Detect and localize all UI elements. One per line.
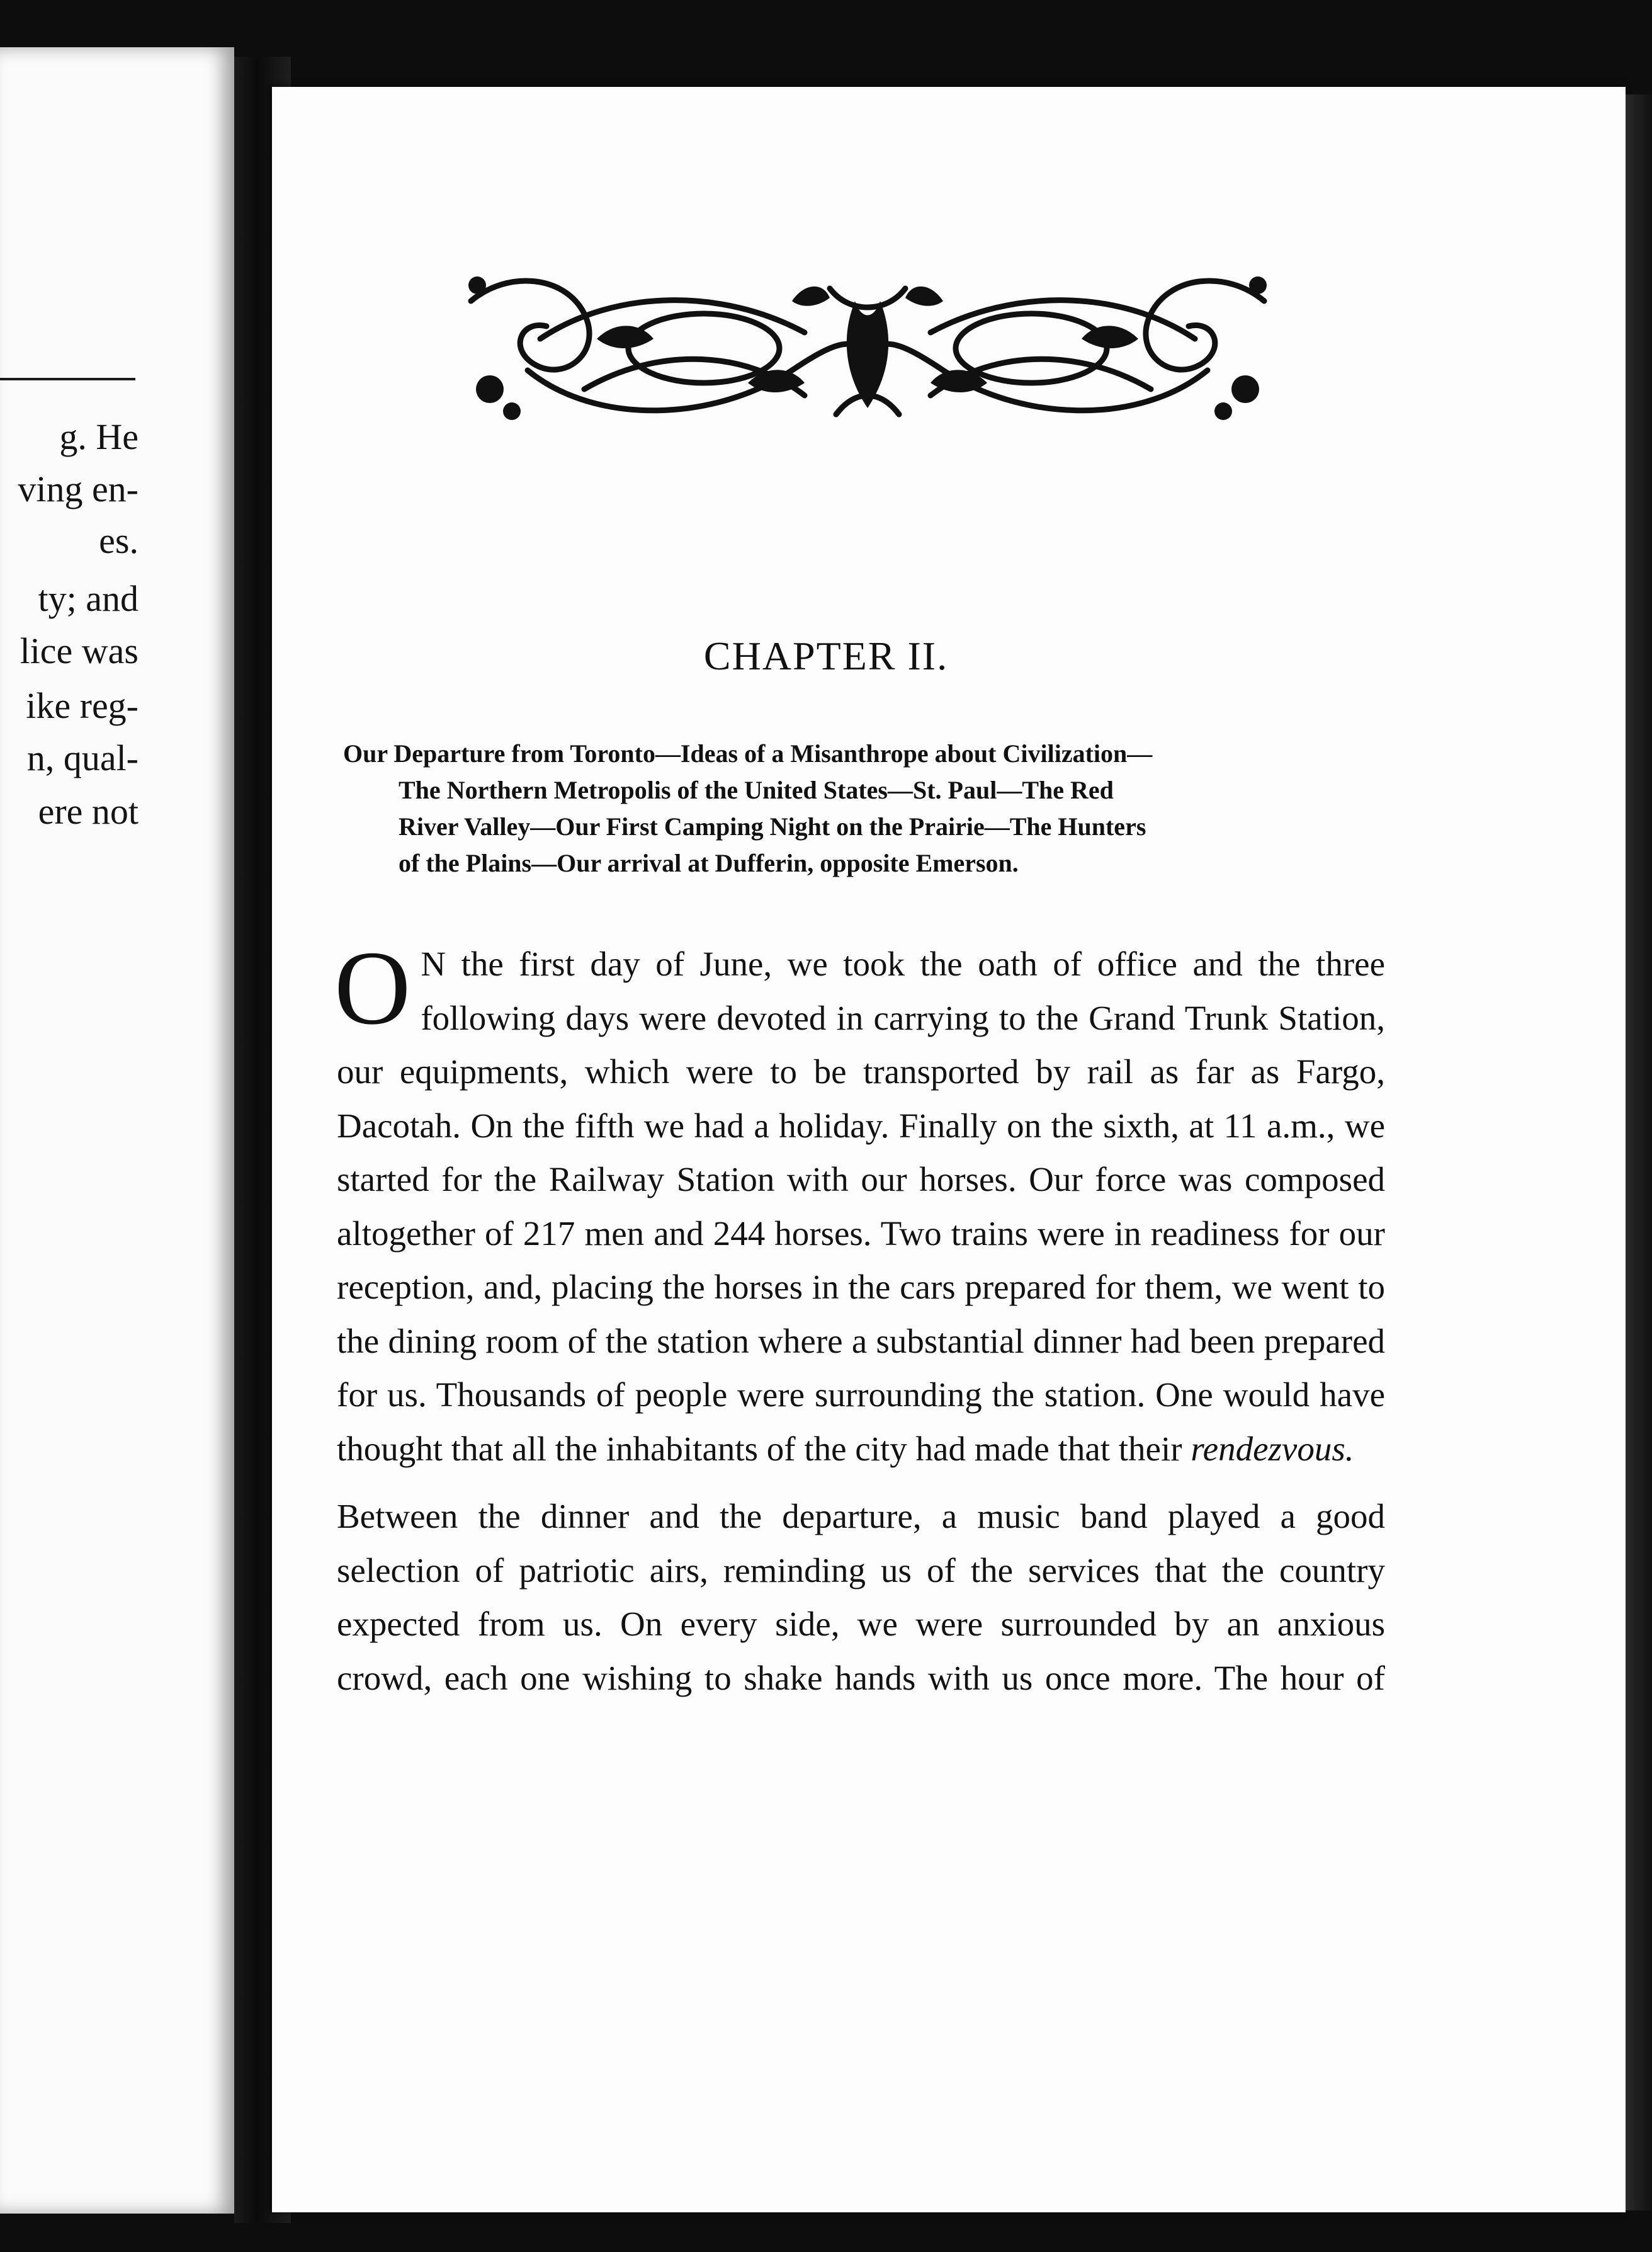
synopsis-line: of the Plains—Our arrival at Dufferin, opposite Emerson. [399,849,1019,877]
synopsis-line: River Valley—Our First Camping Night on the Prairie—The Hunters [399,812,1146,841]
page-edge [1626,94,1652,2210]
drop-cap: O [334,930,411,1047]
paragraph-text: Between the dinner and the departure, a music band played a good selection of patriotic airs, reminding us of the services that the country expected from us. On every side, we were surrounded by an anxious crowd, each one wishing to shake hands with us once more. The hour of [337,1497,1385,1697]
left-page-line: es. [99,520,139,561]
left-page-line: ere not [38,791,139,832]
left-page-rule [0,378,135,380]
left-page-line: ty; and [38,578,139,619]
left-page-line: n, qual- [26,737,139,778]
left-page-line: ike reg- [26,685,139,726]
left-page-line: ving en- [18,469,139,509]
chapter-title: CHAPTER II. [703,634,949,678]
left-page [0,47,234,2214]
paragraph [334,930,1385,1476]
paragraph-text: N the first day of June, we took the oath of office and the three following days were devoted in carrying to the Grand Trunk Station, our equipments, which were to be transported by rail as far as Fargo, Dacotah. On the fifth we had a holiday. Finally on the sixth, at 11 a.m., we started for the Railway Station with our horses. Our force was composed altogether of 217 men and 244 horses. Two trains were in readiness for our reception, and, placing the horses in the cars prepared for them, we went to the dining room of the station where a substantial dinner had been prepared for us. Thousands of people were surrounding the station. One would have thought that all the inhabitants of the city had made that their [337,945,1385,1468]
italic-word: rendezvous. [1191,1429,1354,1468]
chapter-synopsis [343,736,1401,882]
synopsis-line: The Northern Metropolis of the United States—St. Paul—The Red [399,776,1114,804]
synopsis-line: Our Departure from Toronto—Ideas of a Misanthrope about Civilization— [343,739,1153,768]
left-page-line: lice was [20,630,139,671]
left-page-line: g. He [59,416,139,457]
paragraph [337,1489,1385,1705]
body-text [334,930,1385,1705]
ornamental-headpiece-icon [452,263,1283,436]
